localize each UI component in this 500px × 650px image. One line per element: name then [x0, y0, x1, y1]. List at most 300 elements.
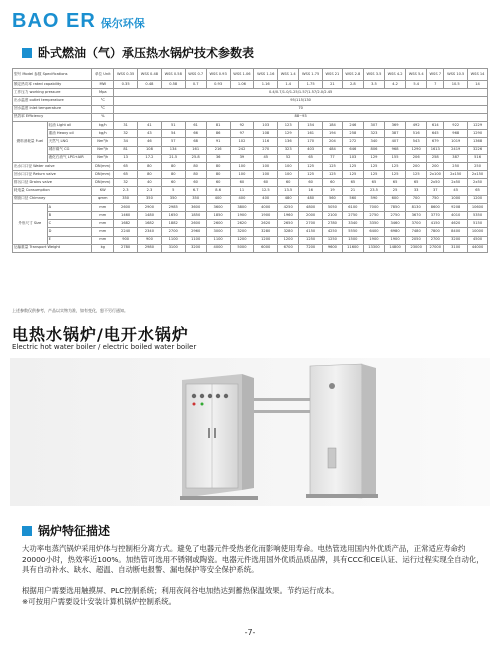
table-row: [13, 154, 488, 162]
table-cell: 5350: [468, 212, 488, 220]
table-cell: 6.7: [185, 187, 206, 195]
header-spec-cell: 型号 Model 参数 Specifications: [13, 69, 92, 81]
table-row: [13, 146, 488, 154]
table-cell: 400: [254, 195, 278, 203]
table-cell: 0.58: [161, 81, 185, 89]
table-header-row: [13, 69, 488, 81]
table-cell: 65: [385, 179, 406, 187]
table-cell: 3280: [254, 228, 278, 236]
table-cell: 350: [138, 195, 162, 203]
table-row: [13, 212, 488, 220]
features-paragraph-1: 大功率电蒸汽锅炉采用炉体与控制柜分离方式。避免了电器元件受热老化而影响使用寿命。电热管选用国内外优质产品，正常适应寿命约20000小时，热效率近100%。加热管可选用不锈钢或陶瓷。电器元件选用国外优质品质品牌，具有CCC和CE认证、运行过程实现全自动化，具有自动补水、缺水、超温、自动断电报警、漏电保护等安全保护系统。: [22, 544, 484, 574]
table-cell: 2x50: [468, 179, 488, 187]
table-cell: 116: [254, 138, 278, 146]
table-row: [13, 220, 488, 228]
row-unit: mm: [92, 220, 114, 228]
table-cell: 125: [342, 171, 363, 179]
table-cell: 350: [114, 195, 138, 203]
table-cell: 2340: [138, 228, 162, 236]
table-cell: 155: [385, 154, 406, 162]
table-cell: 60: [299, 179, 323, 187]
row-unit: Nm³/h: [92, 154, 114, 162]
table-cell: 80: [206, 162, 230, 170]
table-cell: 3350: [363, 220, 384, 228]
table-cell: 1100: [161, 236, 185, 244]
table-cell: 3.5: [363, 81, 384, 89]
table-cell: 1290: [406, 146, 427, 154]
table-cell: 2.3: [114, 187, 138, 195]
table-cell: 36: [206, 154, 230, 162]
table-cell: 100: [278, 171, 299, 179]
table-cell: 61: [185, 121, 206, 129]
row-unit: mm: [92, 236, 114, 244]
table-row: [13, 187, 488, 195]
table-cell: 80: [206, 171, 230, 179]
header-cell: WSS 2.8: [342, 69, 363, 81]
table-cell: 1850: [206, 212, 230, 220]
table-cell: 3800: [230, 203, 254, 211]
table-cell: 2100: [323, 212, 343, 220]
table-cell: 5050: [323, 203, 343, 211]
table-cell: 66: [185, 130, 206, 138]
table-cell: 1100: [185, 236, 206, 244]
table-cell: 4250: [278, 203, 299, 211]
table-cell: 4250: [323, 228, 343, 236]
row-unit: °C: [92, 105, 114, 113]
table-cell: 80: [185, 162, 206, 170]
page-number: -7-: [244, 628, 256, 637]
row-label: 排污口径 Drains valve: [13, 179, 92, 187]
header-cell: 单位 Unit: [92, 69, 114, 81]
row-unit: DN(mm): [92, 162, 114, 170]
table-row: [13, 171, 488, 179]
table-cell: 2700: [427, 236, 444, 244]
row-span-value: 0.4/0.7/1.0/1.25/1.57/1.57/2.0/2.45: [114, 89, 488, 97]
table-cell: 27000: [427, 244, 444, 252]
table-cell: 57: [161, 138, 185, 146]
table-cell: 6100: [342, 203, 363, 211]
table-cell: 3340: [342, 220, 363, 228]
table-cell: 340: [363, 138, 384, 146]
table-cell: 3280: [278, 228, 299, 236]
table-cell: 161: [299, 130, 323, 138]
table-cell: 2.8: [342, 81, 363, 89]
row-label: B: [47, 212, 92, 220]
row-unit: kg/h: [92, 130, 114, 138]
row-unit: kg: [92, 244, 114, 252]
table-cell: 100: [254, 162, 278, 170]
table-cell: 65: [299, 154, 323, 162]
header-cell: WSS 0.48: [138, 69, 162, 81]
table-cell: 1368: [468, 138, 488, 146]
table-cell: 2960: [185, 228, 206, 236]
spec-title-text: 卧式燃油（气）承压热水锅炉技术参数表: [38, 46, 255, 60]
table-cell: 2600: [206, 220, 230, 228]
table-cell: 51: [161, 121, 185, 129]
table-cell: 2x150: [468, 171, 488, 179]
table-cell: 123: [278, 121, 299, 129]
table-cell: 21: [323, 81, 343, 89]
table-cell: 14800: [385, 244, 406, 252]
table-cell: 65: [114, 171, 138, 179]
table-row: [13, 195, 488, 203]
table-cell: 516: [406, 130, 427, 138]
header-cell: WSS 0.58: [161, 69, 185, 81]
table-row: [13, 89, 488, 97]
table-cell: 7200: [299, 244, 323, 252]
features-paragraph-3: ※可按用户需要设计安装计算机锅炉控制系统。: [22, 597, 177, 606]
table-cell: 1900: [254, 212, 278, 220]
table-cell: 1200: [230, 236, 254, 244]
row-label: E: [47, 236, 92, 244]
table-row: [13, 179, 488, 187]
table-cell: 403: [299, 146, 323, 154]
table-cell: 161: [185, 146, 206, 154]
table-cell: 900: [114, 236, 138, 244]
header-cell: WSS 7: [427, 69, 444, 81]
table-row: [13, 121, 488, 129]
table-cell: 125: [406, 171, 427, 179]
table-cell: 13.5: [278, 187, 299, 195]
table-cell: 60: [206, 179, 230, 187]
table-cell: 6400: [363, 228, 384, 236]
table-cell: 1200: [468, 195, 488, 203]
table-cell: 2750: [342, 212, 363, 220]
table-cell: 10000: [468, 228, 488, 236]
table-cell: 2750: [363, 212, 384, 220]
table-cell: 21.5: [161, 154, 185, 162]
logo-sub: 保尔环保: [100, 16, 145, 30]
table-cell: 6700: [278, 244, 299, 252]
size-group-label: 外形尺寸 Size: [13, 203, 48, 244]
table-cell: 492: [406, 121, 427, 129]
table-cell: 204: [323, 138, 343, 146]
table-cell: 307: [363, 121, 384, 129]
table-cell: 8600: [427, 203, 444, 211]
header-cell: WSS 1.16: [254, 69, 278, 81]
table-cell: 33: [406, 187, 427, 195]
table-cell: 4000: [206, 244, 230, 252]
table-cell: 350: [185, 195, 206, 203]
table-cell: 65: [406, 179, 427, 187]
row-label: 重油 Heavy oil: [47, 130, 92, 138]
table-cell: 407: [385, 138, 406, 146]
table-cell: 5: [161, 187, 185, 195]
header-cell: WSS 0.93: [206, 69, 230, 81]
table-cell: 100: [278, 162, 299, 170]
header-cell: WSS 3.5: [363, 69, 384, 81]
row-unit: mm: [92, 228, 114, 236]
table-cell: 108: [138, 146, 162, 154]
table-cell: 80: [161, 162, 185, 170]
table-cell: 32: [114, 130, 138, 138]
table-cell: 400: [206, 195, 230, 203]
table-cell: 968: [444, 130, 468, 138]
table-row: [13, 138, 488, 146]
table-cell: 44000: [468, 244, 488, 252]
table-cell: 65: [468, 187, 488, 195]
table-cell: 4150: [299, 228, 323, 236]
table-cell: 125: [323, 162, 343, 170]
header-cell: WSS 10.5: [444, 69, 468, 81]
table-cell: 23.5: [363, 187, 384, 195]
table-cell: 200: [427, 162, 444, 170]
row-label: 工作压力 working pressure: [13, 89, 92, 97]
table-cell: 1100: [206, 236, 230, 244]
table-cell: 484: [323, 146, 343, 154]
header-cell: WSS 21: [323, 69, 343, 81]
table-cell: 21: [342, 187, 363, 195]
table-row: [13, 113, 488, 121]
table-cell: 45: [254, 154, 278, 162]
table-cell: 968: [385, 146, 406, 154]
table-cell: 34: [114, 138, 138, 146]
row-unit: %: [92, 113, 114, 121]
table-cell: 2985: [161, 203, 185, 211]
table-cell: 81: [206, 121, 230, 129]
table-cell: 32: [114, 179, 138, 187]
table-cell: 369: [385, 121, 406, 129]
table-cell: 350: [161, 195, 185, 203]
table-cell: 2650: [278, 220, 299, 228]
table-cell: 91: [206, 138, 230, 146]
table-cell: 80: [185, 171, 206, 179]
table-cell: 9208: [444, 203, 468, 211]
table-cell: 1200: [254, 236, 278, 244]
table-cell: 39: [230, 154, 254, 162]
row-label: 出水口口径 Water valve: [13, 162, 92, 170]
table-cell: 11: [230, 187, 254, 195]
table-cell: 60: [230, 179, 254, 187]
row-unit: mm: [92, 212, 114, 220]
table-cell: 270: [254, 146, 278, 154]
table-cell: 4010: [444, 212, 468, 220]
row-label: 轻油 Light oil: [47, 121, 92, 129]
table-cell: 45: [444, 187, 468, 195]
table-row: [13, 81, 488, 89]
table-cell: 86: [206, 130, 230, 138]
table-cell: 560: [323, 195, 343, 203]
features-paragraph-2: 根据用户需要选用触摸屏、PLC控制系统；利用夜间谷电加热达到蓄热保温效果。节约运行成本。: [22, 586, 339, 595]
table-cell: 590: [363, 195, 384, 203]
table-cell: 6000: [254, 244, 278, 252]
table-cell: 5000: [230, 244, 254, 252]
table-cell: 5550: [342, 228, 363, 236]
table-cell: 1613: [427, 146, 444, 154]
table-cell: 52: [278, 154, 299, 162]
table-cell: 43: [138, 130, 162, 138]
table-cell: 2750: [385, 212, 406, 220]
table-cell: 23000: [406, 244, 427, 252]
table-cell: 125: [299, 162, 323, 170]
table-cell: 41: [138, 121, 162, 129]
row-label: 运输重量 Transport Weight: [13, 244, 92, 252]
table-cell: 125: [299, 171, 323, 179]
row-label: 出水温度 outlet temperature: [13, 97, 92, 105]
table-cell: 7850: [385, 203, 406, 211]
table-cell: 387: [444, 154, 468, 162]
table-cell: 1290: [468, 130, 488, 138]
table-row: [13, 244, 488, 252]
square-bullet-icon: [22, 48, 32, 58]
header-cell: WSS 4.2: [385, 69, 406, 81]
electric-subtitle: Electric hot water boiler / electric boiled water boiler: [12, 343, 197, 351]
boiler-photo: [10, 358, 490, 506]
row-label: 热效率 Efficiency: [13, 113, 92, 121]
row-unit: MW: [92, 81, 114, 89]
table-cell: 60: [161, 179, 185, 187]
table-cell: 1460: [114, 212, 138, 220]
table-cell: 1.75: [299, 81, 323, 89]
table-cell: 900: [138, 236, 162, 244]
table-cell: 1229: [468, 121, 488, 129]
table-cell: 125: [323, 171, 343, 179]
spec-section-title: [22, 44, 254, 61]
table-cell: 2419: [444, 146, 468, 154]
table-cell: 81: [114, 146, 138, 154]
electric-title: 电热水锅炉/电开水锅炉: [12, 325, 189, 344]
row-label: 回水口口径 Return valve: [13, 171, 92, 179]
table-cell: 103: [342, 154, 363, 162]
table-cell: 1.06: [230, 81, 254, 89]
table-cell: 129: [278, 130, 299, 138]
table-row: [13, 97, 488, 105]
table-cell: 0.48: [138, 81, 162, 89]
row-label: 耗电量 Consumption: [13, 187, 92, 195]
table-cell: 2000: [299, 212, 323, 220]
table-cell: 37: [427, 187, 444, 195]
row-label: A: [47, 203, 92, 211]
table-cell: 272: [342, 138, 363, 146]
table-cell: 13: [114, 154, 138, 162]
table-cell: 1900: [230, 212, 254, 220]
table-cell: 2240: [114, 228, 138, 236]
table-cell: 2620: [254, 220, 278, 228]
table-cell: 1900: [363, 236, 384, 244]
table-cell: 645: [427, 130, 444, 138]
header-cell: WSS 0.35: [114, 69, 138, 81]
table-cell: 2x150: [444, 171, 468, 179]
row-label: C: [47, 220, 92, 228]
table-cell: 250: [444, 162, 468, 170]
table-cell: 125: [385, 171, 406, 179]
table-cell: 4620: [444, 220, 468, 228]
table-cell: 80: [161, 171, 185, 179]
table-cell: 125: [363, 171, 384, 179]
table-cell: 2x50: [427, 179, 444, 187]
table-cell: 922: [444, 121, 468, 129]
table-cell: 125: [363, 162, 384, 170]
table-cell: 4150: [427, 220, 444, 228]
table-cell: 516: [468, 154, 488, 162]
table-cell: 1682: [114, 220, 138, 228]
table-cell: 1960: [278, 212, 299, 220]
table-cell: 0.7: [185, 81, 206, 89]
table-cell: 1480: [138, 212, 162, 220]
table-cell: 19: [323, 187, 343, 195]
table-cell: 1882: [161, 220, 185, 228]
table-cell: 3460: [385, 220, 406, 228]
table-cell: 8130: [406, 203, 427, 211]
table-cell: 242: [230, 146, 254, 154]
table-cell: 600: [385, 195, 406, 203]
table-cell: 7000: [363, 203, 384, 211]
table-cell: 31: [114, 121, 138, 129]
table-cell: 3700: [406, 220, 427, 228]
table-cell: 323: [363, 130, 384, 138]
table-cell: 1650: [161, 212, 185, 220]
row-label: D: [47, 228, 92, 236]
table-cell: 100: [230, 162, 254, 170]
table-cell: 1200: [278, 236, 299, 244]
table-cell: 8400: [444, 228, 468, 236]
table-cell: 400: [230, 195, 254, 203]
table-cell: 1500: [342, 236, 363, 244]
table-cell: 60: [185, 179, 206, 187]
header-cell: WSS 1.06: [230, 69, 254, 81]
table-cell: 7480: [406, 228, 427, 236]
table-cell: 2.3: [138, 187, 162, 195]
table-cell: 2900: [138, 203, 162, 211]
table-cell: 103: [254, 121, 278, 129]
table-cell: 480: [278, 195, 299, 203]
table-cell: 170: [299, 138, 323, 146]
table-cell: 0.93: [206, 81, 230, 89]
table-cell: 246: [342, 121, 363, 129]
table-row: [13, 162, 488, 170]
table-cell: 97: [230, 130, 254, 138]
table-cell: 3100: [161, 244, 185, 252]
table-cell: 136: [278, 138, 299, 146]
row-unit: Nm³/h: [92, 138, 114, 146]
table-cell: 14: [468, 81, 488, 89]
features-section-title: [22, 522, 110, 539]
table-cell: 1.16: [254, 81, 278, 89]
table-cell: 3670: [406, 212, 427, 220]
table-cell: 4800: [299, 203, 323, 211]
table-cell: 2x50: [444, 179, 468, 187]
table-note: 上述参数仅供参考，产品以实物为准，如有变化，恕不另行通知。: [12, 308, 128, 313]
table-cell: 2700: [299, 220, 323, 228]
table-cell: 11600: [342, 244, 363, 252]
row-unit: DN(mm): [92, 171, 114, 179]
row-span-value: 95/115/130: [114, 97, 488, 105]
table-row: [13, 105, 488, 113]
table-cell: 3200: [444, 236, 468, 244]
table-cell: 60: [254, 179, 278, 187]
table-cell: 4000: [254, 203, 278, 211]
brand-logo: [12, 10, 145, 32]
table-cell: 7800: [427, 228, 444, 236]
logo-main: BAO ER: [12, 9, 96, 32]
table-cell: 65: [342, 179, 363, 187]
table-cell: 206: [406, 154, 427, 162]
table-cell: 2x100: [427, 171, 444, 179]
row-label: 液化石油气 LPG+AIR: [47, 154, 92, 162]
table-cell: 25: [385, 187, 406, 195]
table-cell: 5.4: [406, 81, 427, 89]
table-cell: 108: [254, 130, 278, 138]
table-cell: 700: [406, 195, 427, 203]
table-cell: 40: [138, 179, 162, 187]
table-cell: 17.2: [138, 154, 162, 162]
table-cell: 1.4: [278, 81, 299, 89]
row-label: 额定热功率 rated capability: [13, 81, 92, 89]
table-cell: 3600: [206, 203, 230, 211]
table-cell: 3000: [206, 228, 230, 236]
table-cell: 1019: [444, 138, 468, 146]
table-cell: 2620: [230, 220, 254, 228]
